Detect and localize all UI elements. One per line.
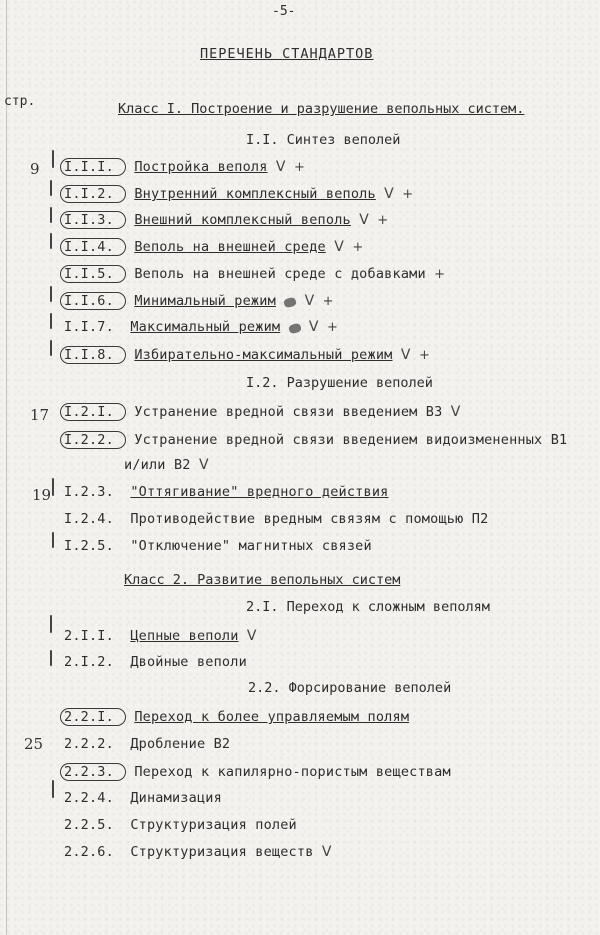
item-code: I.2.2.: [60, 431, 126, 449]
list-item: [64, 185, 413, 203]
list-item: [64, 265, 445, 283]
item-code: I.I.6.: [60, 292, 126, 310]
handwritten-page-ref: 9: [30, 160, 40, 178]
list-item: [64, 484, 389, 500]
class-heading-2: Класс 2. Развитие вепольных систем: [124, 572, 401, 588]
margin-mark: [50, 286, 52, 302]
list-item: [64, 292, 334, 310]
item-text: Устранение вредной связи введением видоизмененных В1: [134, 432, 568, 448]
check-mark-icon: V: [246, 628, 257, 644]
item-code: I.I.4.: [60, 238, 126, 256]
subheading-2-2: 2.2. Форсирование веполей: [248, 680, 452, 696]
list-item: [64, 346, 430, 364]
list-item: [64, 654, 247, 670]
check-mark-icon: V: [400, 347, 411, 363]
item-text: Динамизация: [130, 790, 222, 806]
item-text: Внутренний комплексный веполь: [134, 186, 376, 202]
item-code: I.I.2.: [60, 185, 126, 203]
list-item: [64, 844, 332, 860]
margin-mark: [50, 313, 52, 329]
item-text: Двойные веполи: [130, 654, 247, 670]
item-text: Веполь на внешней среде с добавками: [134, 266, 426, 282]
list-item: [64, 403, 461, 421]
item-code: 2.2.3.: [60, 763, 126, 781]
item-code: I.2.4.: [64, 511, 114, 527]
page-number: -5-: [272, 4, 296, 19]
ink-smudge: [283, 297, 297, 309]
item-text: Цепные веполи: [130, 628, 239, 644]
item-text: Максимальный режим: [130, 319, 281, 335]
check-mark-icon: V: [384, 186, 394, 202]
handwritten-page-ref: 19: [32, 486, 52, 504]
item-text: Минимальный режим: [134, 293, 276, 309]
item-code: I.I.7.: [64, 319, 114, 335]
item-code: 2.I.2.: [64, 654, 114, 670]
item-text: Переход к капилярно-пористым веществам: [134, 764, 451, 780]
plus-mark-icon: +: [434, 267, 446, 282]
list-item: [64, 538, 372, 554]
item-text: Постройка веполя: [134, 159, 268, 175]
list-item: [64, 763, 451, 781]
check-mark-icon: V: [275, 159, 286, 175]
item-text: "Оттягивание" вредного действия: [130, 484, 389, 500]
list-item: [64, 708, 409, 726]
margin-mark: [50, 207, 52, 223]
margin-label: стр.: [4, 94, 36, 109]
subheading-1-2: I.2. Разрушение веполей: [246, 375, 433, 391]
margin-mark: [52, 780, 54, 798]
item-code: I.I.3.: [60, 211, 126, 229]
ink-smudge: [288, 323, 302, 335]
list-item: [64, 158, 305, 176]
plus-mark-icon: +: [352, 240, 364, 255]
item-text: Внешний комплексный веполь: [134, 212, 351, 228]
list-item: [64, 736, 230, 752]
margin-mark: [52, 478, 54, 496]
item-code: I.2.5.: [64, 538, 114, 554]
plus-mark-icon: +: [418, 348, 431, 363]
plus-mark-icon: +: [402, 187, 414, 202]
item-code: 2.I.I.: [64, 628, 114, 644]
item-code: 2.2.4.: [64, 790, 114, 806]
item-text: и/или В2: [124, 457, 191, 473]
document-title: ПЕРЕЧЕНЬ СТАНДАРТОВ: [200, 46, 374, 62]
margin-mark: [50, 233, 52, 249]
check-mark-icon: V: [304, 293, 315, 309]
item-code: 2.2.6.: [64, 844, 114, 860]
check-mark-icon: V: [359, 212, 369, 228]
check-mark-icon: V: [450, 404, 461, 420]
list-item: [64, 211, 388, 229]
item-text: "Отключение" магнитных связей: [130, 538, 372, 554]
item-text: Устранение вредной связи введением В3: [134, 404, 443, 420]
margin-mark: [50, 615, 52, 633]
item-code: I.2.3.: [64, 484, 114, 500]
item-text: Избирательно-максимальный режим: [134, 347, 393, 363]
handwritten-page-ref: 17: [30, 406, 50, 424]
margin-mark: [50, 340, 52, 356]
item-text: Структуризация полей: [130, 817, 297, 833]
check-mark-icon: V: [308, 319, 319, 335]
item-code: I.2.I.: [60, 403, 126, 421]
list-item: [64, 319, 338, 335]
subheading-2-1: 2.I. Переход к сложным веполям: [246, 599, 490, 615]
item-text: Противодействие вредным связям с помощью П2: [130, 511, 489, 527]
item-code: 2.2.2.: [64, 736, 114, 752]
plus-mark-icon: +: [294, 160, 306, 175]
list-item: [64, 628, 257, 644]
item-code: 2.2.5.: [64, 817, 114, 833]
list-item: [64, 238, 363, 256]
list-item: [64, 817, 297, 833]
item-code: 2.2.I.: [60, 708, 126, 726]
list-item: [64, 431, 567, 449]
plus-mark-icon: +: [327, 320, 339, 335]
check-mark-icon: V: [198, 457, 209, 473]
list-item: [64, 790, 222, 806]
margin-mark: [52, 150, 54, 168]
subheading-1-1: I.I. Синтез веполей: [246, 132, 401, 148]
plus-mark-icon: +: [377, 213, 389, 228]
item-text: Дробление В2: [130, 736, 231, 752]
item-text: Переход к более управляемым полям: [134, 709, 410, 725]
item-code: I.I.I.: [60, 158, 126, 176]
margin-line: [6, 0, 7, 935]
plus-mark-icon: +: [322, 294, 334, 309]
item-text: Веполь на внешней среде: [134, 239, 326, 255]
list-item: [64, 511, 488, 527]
handwritten-page-ref: 25: [24, 735, 44, 753]
check-mark-icon: V: [321, 844, 332, 860]
class-heading-1: Класс I. Построение и разрушение вепольных систем.: [118, 101, 525, 117]
margin-mark: [50, 650, 52, 666]
item-code: I.I.8.: [60, 346, 126, 364]
item-text: Структуризация веществ: [130, 844, 314, 860]
margin-mark: [52, 532, 54, 548]
item-code: I.I.5.: [60, 265, 126, 283]
margin-mark: [50, 180, 52, 196]
check-mark-icon: V: [334, 239, 344, 255]
list-item-continuation: [124, 457, 209, 473]
